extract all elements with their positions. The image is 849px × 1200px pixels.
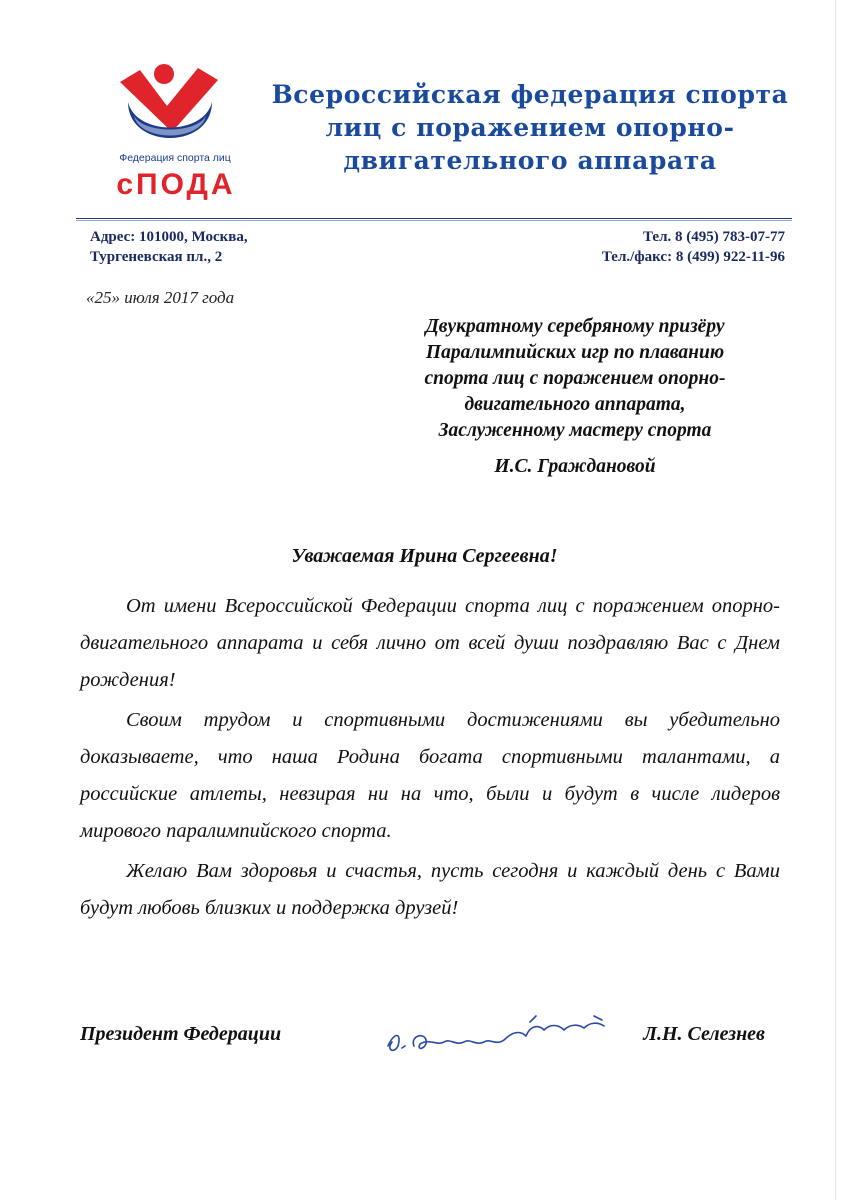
address-block — [90, 227, 248, 267]
logo-wordmark: сПОДА — [116, 168, 236, 201]
signatory-title: Президент Федерации — [80, 1023, 282, 1045]
salutation: Уважаемая Ирина Сергеевна! — [291, 545, 558, 567]
addressee-line: Заслуженному мастеру спорта — [438, 420, 712, 441]
organization-title: Всероссийская федерация спорта лиц с поражением опорно- двигательного аппарата — [271, 80, 789, 175]
signatory-name: Л.Н. Селезнев — [643, 1023, 765, 1045]
addressee-line: спорта лиц с поражением опорно- — [424, 368, 726, 389]
header-divider-thin — [76, 220, 792, 221]
phone-line: Тел. 8 (495) 783-07-77 — [643, 229, 785, 245]
address-line: Адрес: 101000, Москва, — [90, 229, 248, 245]
letter-body — [80, 588, 780, 930]
addressee-line: двигательного аппарата, — [464, 394, 686, 415]
contacts-block — [602, 227, 785, 267]
addressee-name: И.С. Граждановой — [494, 456, 656, 477]
page-edge-line — [835, 0, 836, 1200]
addressee-line: Двукратному серебряному призёру — [425, 316, 725, 337]
body-paragraph: Желаю Вам здоровья и счастья, пусть сегодня и каждый день с Вами будут любовь близких и поддержка друзей! — [80, 860, 780, 919]
address-line: Тургеневская пл., 2 — [90, 249, 223, 265]
body-paragraph: От имени Всероссийской Федерации спорта лиц с поражением опорно-двигательного аппарата и себя лично от всей души поздравляю Вас с Днем рождения! — [80, 595, 780, 691]
body-paragraph: Своим трудом и спортивными достижениями вы убедительно доказываете, что наша Родина богата спортивными талантами, а российские атлеты, невзирая ни на что, были и будут в числе лидеров мирового паралимпийского спорта. — [80, 709, 780, 842]
header-divider — [76, 218, 792, 219]
addressee-line: Паралимпийских игр по плаванию — [425, 342, 725, 363]
letter-date: «25» июля 2017 года — [86, 288, 235, 307]
handwritten-signature — [380, 1002, 620, 1064]
addressee-block — [380, 314, 770, 480]
fax-line: Тел./факс: 8 (499) 922-11-96 — [601, 249, 785, 265]
logo-subtitle: Федерация спорта лиц — [119, 152, 231, 164]
